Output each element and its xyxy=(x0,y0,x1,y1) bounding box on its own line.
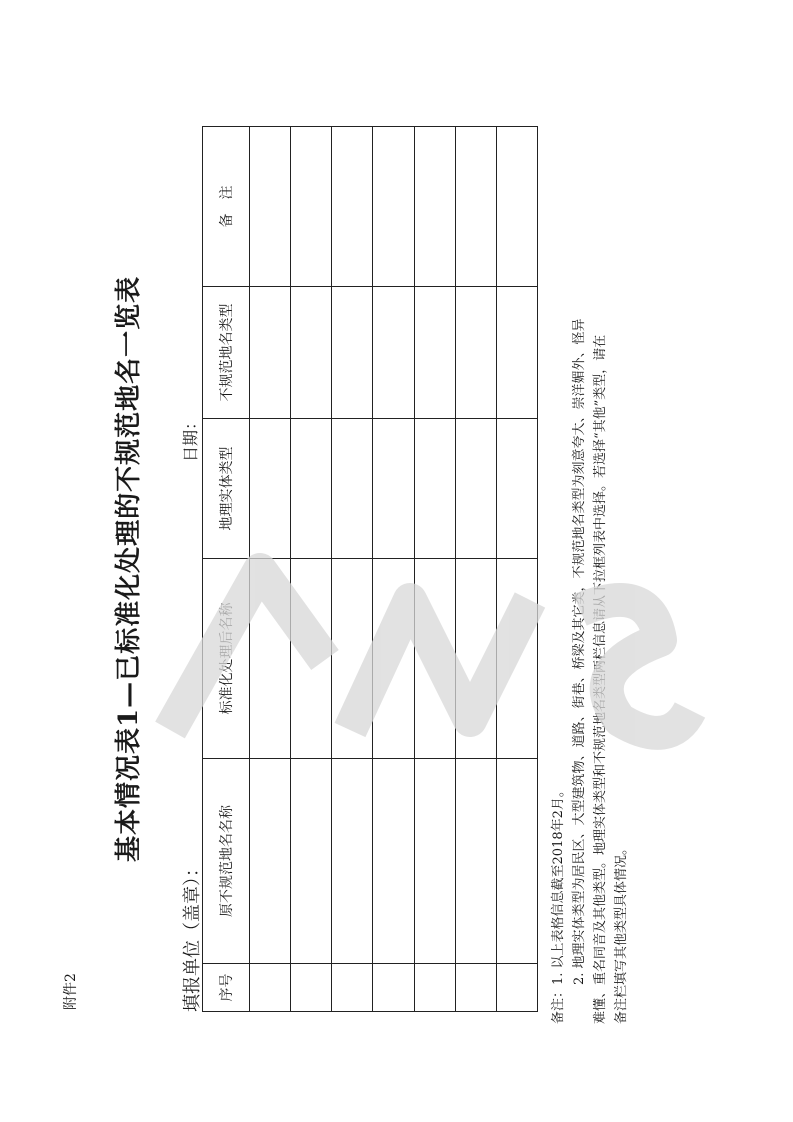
table-cell[interactable] xyxy=(291,559,332,759)
table-cell[interactable] xyxy=(455,419,496,559)
table-cell[interactable] xyxy=(496,559,537,759)
table-cell[interactable] xyxy=(291,419,332,559)
table-cell[interactable] xyxy=(250,759,291,964)
table-cell[interactable] xyxy=(332,759,373,964)
table-cell[interactable] xyxy=(414,287,455,419)
table-cell[interactable] xyxy=(250,127,291,287)
note-line: 备注栏填写其他类型具体情况。 xyxy=(614,841,629,1024)
table-cell[interactable] xyxy=(414,964,455,1012)
table-cell[interactable] xyxy=(455,759,496,964)
table-row xyxy=(496,127,537,1012)
date-label: 日期： xyxy=(181,413,200,462)
table-cell[interactable] xyxy=(291,964,332,1012)
table-cell[interactable] xyxy=(332,559,373,759)
column-header-remarks: 备 注 xyxy=(203,127,250,287)
table-cell[interactable] xyxy=(496,287,537,419)
table-cell[interactable] xyxy=(373,559,414,759)
table-row xyxy=(291,127,332,1012)
table-cell[interactable] xyxy=(455,964,496,1012)
table-cell[interactable] xyxy=(496,127,537,287)
table-cell[interactable] xyxy=(373,964,414,1012)
column-header-standardized-name: 标准化处理后名称 xyxy=(203,559,250,759)
table-cell[interactable] xyxy=(455,559,496,759)
table-cell[interactable] xyxy=(373,759,414,964)
column-header-nonstandard-type: 不规范地名类型 xyxy=(203,287,250,419)
table-row xyxy=(414,127,455,1012)
column-header-entity-type: 地理实体类型 xyxy=(203,419,250,559)
data-table xyxy=(202,126,538,1012)
table-row xyxy=(455,127,496,1012)
notes-block xyxy=(548,124,632,1024)
table-cell[interactable] xyxy=(455,287,496,419)
table-cell[interactable] xyxy=(332,419,373,559)
table-cell[interactable] xyxy=(250,287,291,419)
reporting-unit-label: 填报单位（盖章）： xyxy=(182,859,203,1012)
table-cell[interactable] xyxy=(250,559,291,759)
table-cell[interactable] xyxy=(373,287,414,419)
table-cell[interactable] xyxy=(373,419,414,559)
table-cell[interactable] xyxy=(496,759,537,964)
column-header-index: 序号 xyxy=(203,964,250,1012)
note-line: 备注：1. 以上表格信息截至2018年2月。 xyxy=(551,784,566,1024)
table-cell[interactable] xyxy=(332,964,373,1012)
table-header-row xyxy=(203,127,250,1012)
table-cell[interactable] xyxy=(373,127,414,287)
table-cell[interactable] xyxy=(250,419,291,559)
table-cell[interactable] xyxy=(250,964,291,1012)
table-cell[interactable] xyxy=(414,759,455,964)
note-line: 2. 地理实体类型为居民区、大型建筑物、道路、街巷、桥梁及其它类，不规范地名类型为刻意夸大、崇洋媚外、怪异 xyxy=(572,318,587,1024)
table-cell[interactable] xyxy=(414,559,455,759)
table-cell[interactable] xyxy=(291,759,332,964)
table-row xyxy=(332,127,373,1012)
table-cell[interactable] xyxy=(291,287,332,419)
table-cell[interactable] xyxy=(496,964,537,1012)
column-header-original-name: 原不规范地名名称 xyxy=(203,759,250,964)
table-cell[interactable] xyxy=(332,287,373,419)
table-cell[interactable] xyxy=(332,127,373,287)
table-cell[interactable] xyxy=(291,127,332,287)
table-cell[interactable] xyxy=(496,419,537,559)
table-row xyxy=(373,127,414,1012)
note-line: 难懂、重名同音及其他类型。地理实体类型和不规范地名类型两栏信息请从下拉框列表中选择。若选择“其他”类型，请在 xyxy=(593,334,608,1024)
table-cell[interactable] xyxy=(414,127,455,287)
page-title: 基本情况表1—已标准化处理的不规范地名一览表 xyxy=(114,275,144,862)
table-cell[interactable] xyxy=(455,127,496,287)
attachment-label: 附件2 xyxy=(63,973,79,1010)
table-row xyxy=(250,127,291,1012)
table-cell[interactable] xyxy=(414,419,455,559)
